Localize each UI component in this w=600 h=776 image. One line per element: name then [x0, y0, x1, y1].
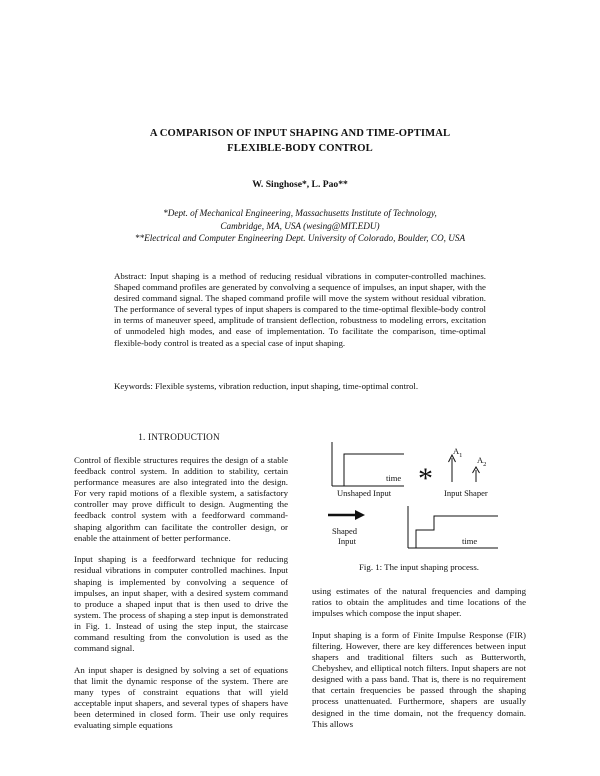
- convolution-symbol: *: [418, 462, 433, 495]
- paragraph: Control of flexible structures requires the design of a stable feedback control system. In addition to stability, certain performance measures are also integrated into the design. For very rapid motions of a flexible system, a satisfactory controller may prove difficult to design. Augmenting the feedback control system with a feedforward command-shaping algorithm can facilitate the controller design, or enable the attainment of better performance.: [74, 455, 288, 543]
- affiliations: [60, 207, 540, 245]
- paragraph: Input shaping is a form of Finite Impulse Response (FIR) filtering. However, there are key differences between input shapers and traditional filters such as Butterworth, Chebyshev, and elliptical notch filters. Input shapers are not designed with a pass band. That is, there is no requirement that certain frequencies be passed through the shaping process unattenuated. Furthermore, shapers are usually designed in the time domain, not the frequency domain. This allows: [312, 629, 526, 729]
- affiliation-line-2: Cambridge, MA, USA (wesing@MIT.EDU): [220, 220, 380, 231]
- shaped-label-line-2: Input: [338, 536, 356, 546]
- left-column: [74, 455, 288, 742]
- paper-title: [60, 126, 540, 156]
- title-line-2: FLEXIBLE-BODY CONTROL: [227, 143, 373, 154]
- arrow-right-icon: [328, 510, 365, 520]
- affiliation-line-3: **Electrical and Computer Engineering Dept. University of Colorado, Boulder, CO, USA: [134, 233, 466, 243]
- affiliation-line-1: *Dept. of Mechanical Engineering, Massachusetts Institute of Technology,: [163, 208, 437, 218]
- title-line-1: A COMPARISON OF INPUT SHAPING AND TIME-OPTIMAL: [149, 128, 451, 139]
- keywords: Keywords: Flexible systems, vibration reduction, input shaping, time-optimal control.: [114, 381, 419, 391]
- paragraph: An input shaper is designed by solving a set of equations that limit the dynamic response of the system. There are many types of constraint equations that will yield acceptable input shapers, and several types of shapers have been determined in closed form. Their use only requires evaluating simple equations: [74, 664, 288, 731]
- time-label: time: [462, 536, 478, 546]
- paragraph: using estimates of the natural frequencies and damping ratios to obtain the amplitudes and time locations of the impulses which compose the input shaper.: [312, 586, 526, 619]
- figure-caption: Fig. 1: The input shaping process.: [359, 562, 479, 572]
- input-shaper-label: Input Shaper: [444, 488, 488, 498]
- time-label: time: [386, 473, 402, 483]
- authors: W. Singhose*, L. Pao**: [252, 179, 348, 190]
- abstract: Abstract: Input shaping is a method of reducing residual vibrations in computer-controlled machines. Shaped command profiles are generated by convolving a sequence of impulses, an input shaper, with the desired command signal. The shaped command profile will move the system without residual vibration. The performance of several types of input shapers is compared to the time-optimal flexible-body control in terms of maneuver speed, amplitude of transient deflection, robustness to modeling errors, excitation of unmodeled high modes, and ease of implementation. To facilitate the comparison, time-optimal flexible-body control is treated as a special case of input shaping.: [114, 271, 486, 348]
- shaped-label-line-1: Shaped: [332, 526, 358, 536]
- right-column: [312, 586, 526, 740]
- unshaped-input-label: Unshaped Input: [337, 488, 392, 498]
- shaped-input-plot: [408, 506, 498, 548]
- a2-label: $A_2$: [477, 455, 487, 468]
- section-heading: 1. INTRODUCTION: [138, 432, 220, 442]
- input-shaper-impulses: [449, 455, 480, 482]
- figure-input-shaping: [312, 440, 526, 556]
- a1-label: $A_1$: [453, 446, 463, 459]
- paragraph: Input shaping is a feedforward technique for reducing residual vibrations in computer controlled machines. Input shaping is implemented by convolving a sequence of impulses, an input shaper, with a desired system command to produce a shaped input that is then used to drive the system. The process of shaping a step input is demonstrated in Fig. 1. Instead of using the step input, the staircase command resulting from the convolution is used as the command signal.: [74, 554, 288, 654]
